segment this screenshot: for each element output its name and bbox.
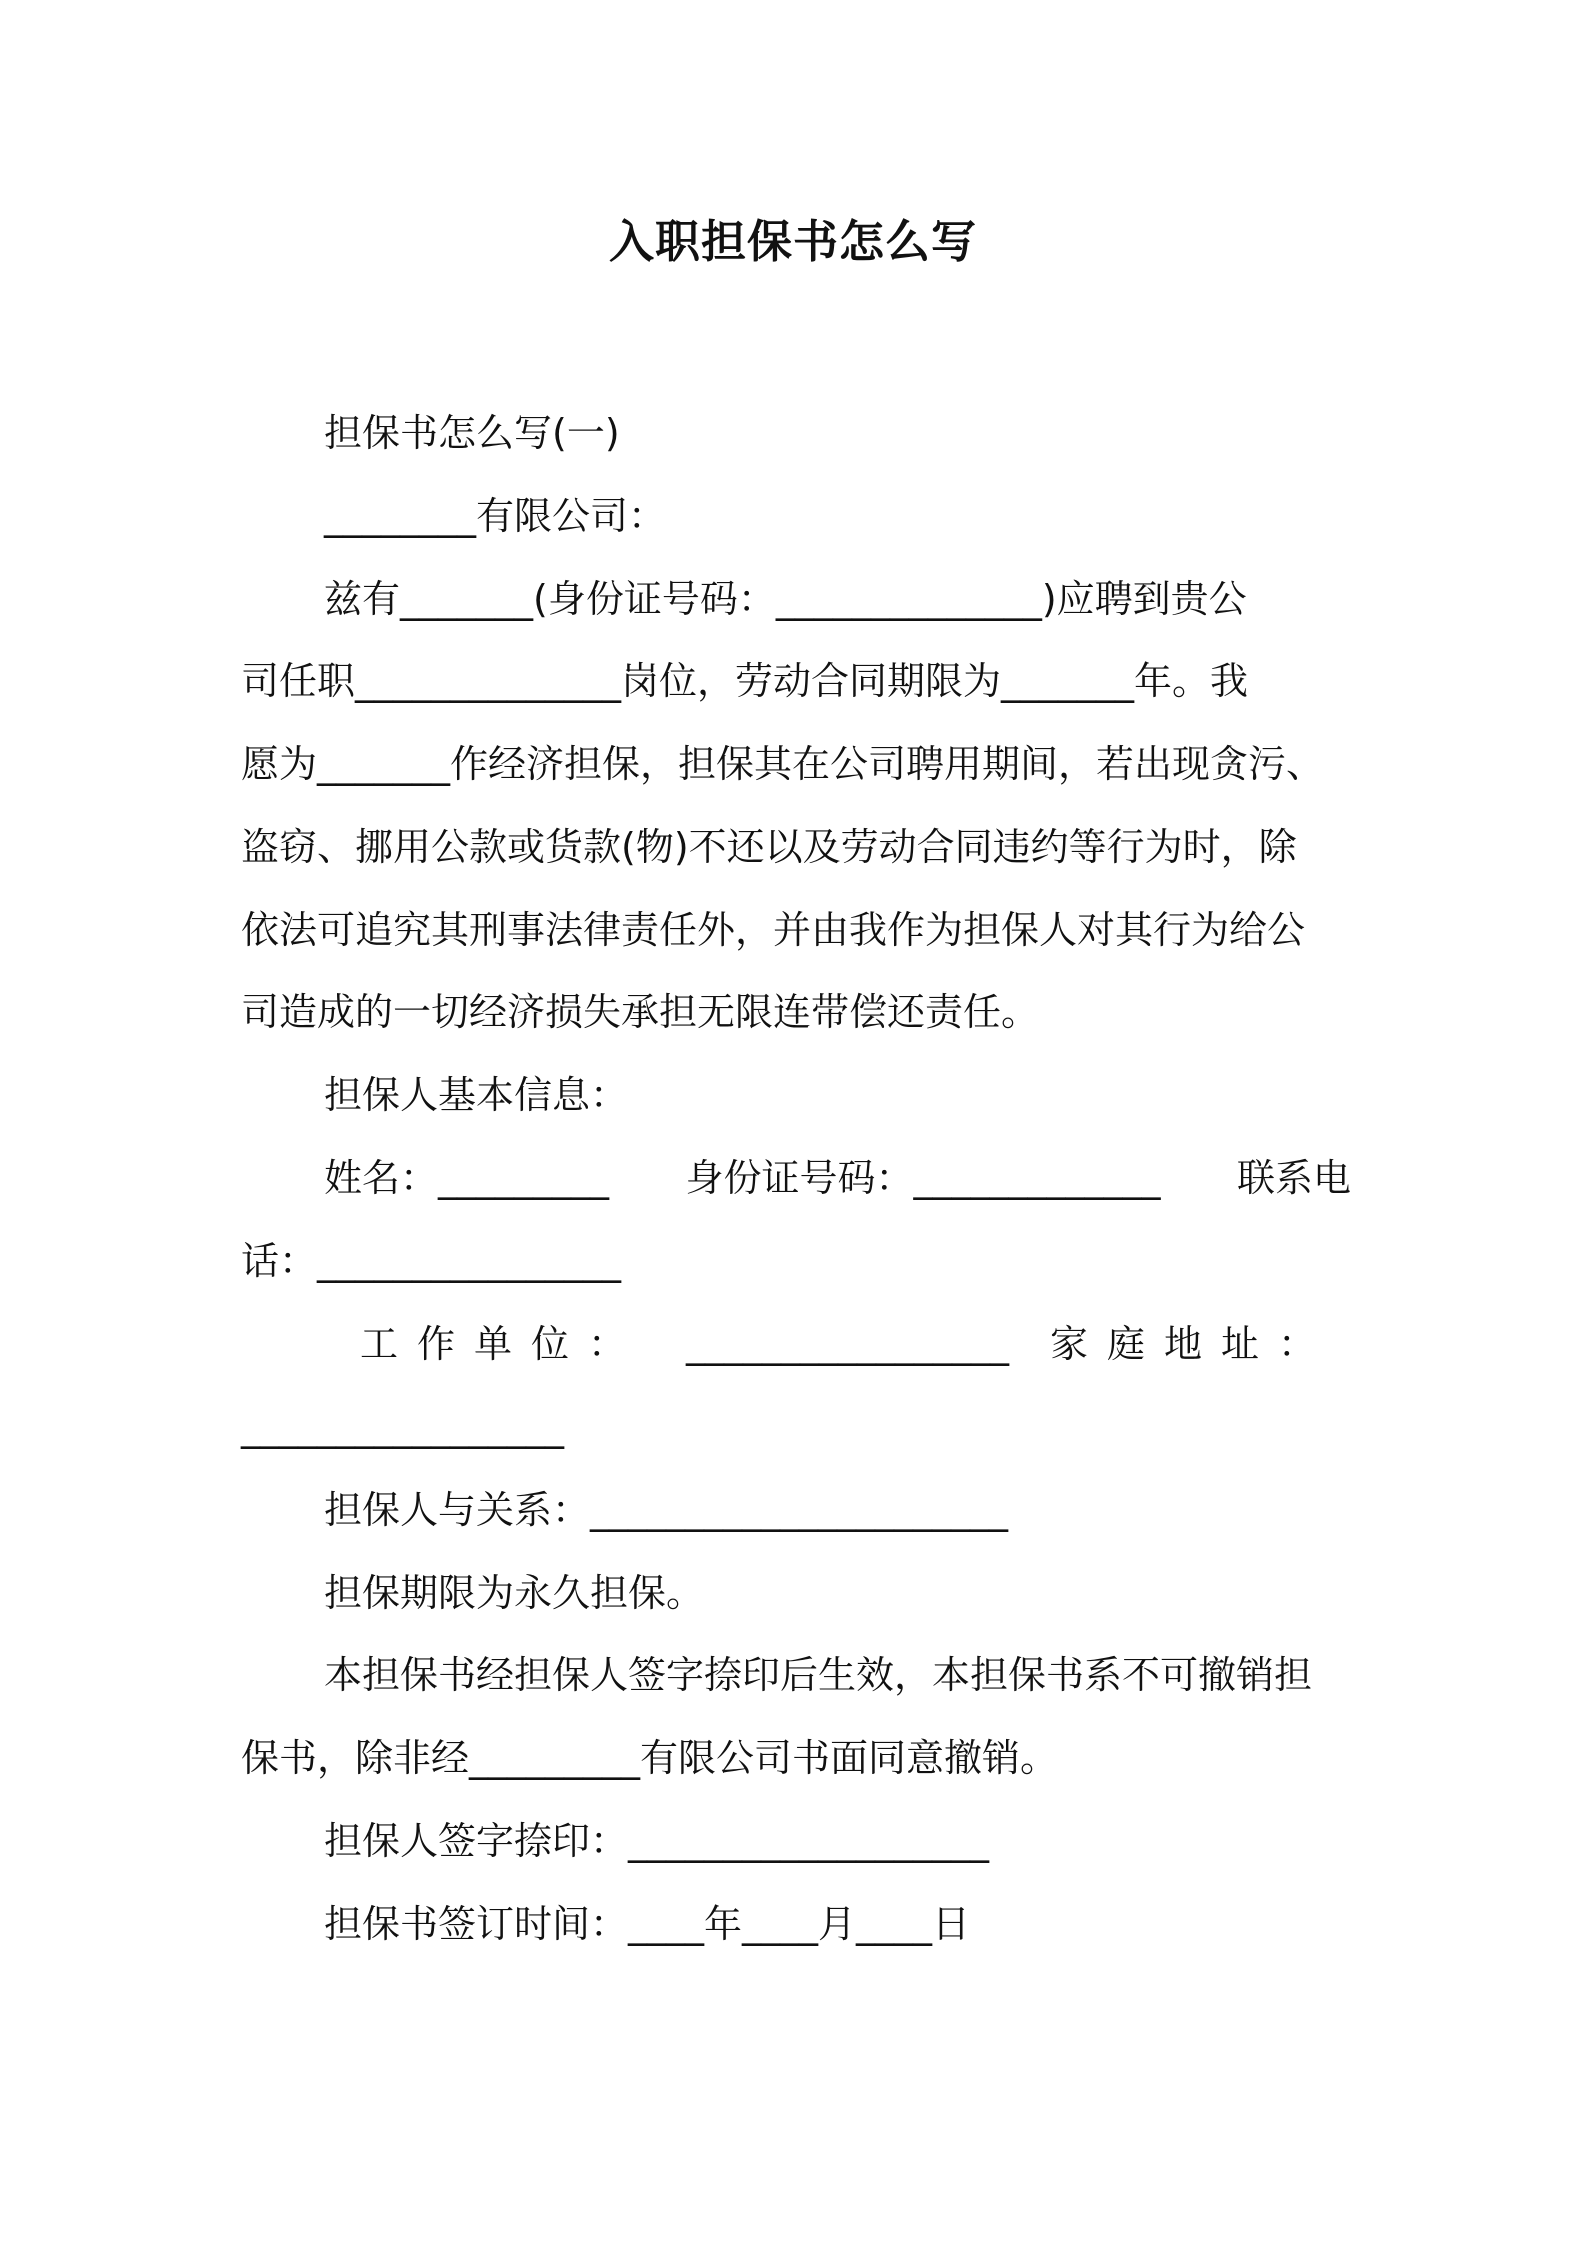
body-line-4: 盗窃、挪用公款或货款(物)不还以及劳动合同违约等行为时，除 (241, 825, 1297, 869)
section-heading: 担保书怎么写(一) (324, 411, 620, 455)
phone-label: 联系电 (1236, 1156, 1351, 1200)
guarantor-name-line (324, 1151, 1351, 1205)
addressee-line: ________有限公司： (324, 494, 667, 538)
home-address-blank: _________________ (241, 1405, 564, 1449)
body-line-5: 依法可追究其刑事法律责任外，并由我作为担保人对其行为给公 (241, 908, 1306, 952)
name-field: 姓名：_________ (324, 1156, 610, 1200)
work-unit-label: 工作单位： (360, 1322, 646, 1366)
body-line-1: 兹有_______(身份证号码：______________)应聘到贵公 (324, 577, 1247, 621)
effect-line-2: 保书，除非经_________有限公司书面同意撤销。 (241, 1736, 1059, 1780)
signature-line: 担保人签字捺印：___________________ (324, 1819, 990, 1863)
body-line-6: 司造成的一切经济损失承担无限连带偿还责任。 (241, 990, 1040, 1034)
body-line-2: 司任职______________岗位，劳动合同期限为_______年。我 (241, 659, 1249, 703)
body-line-3: 愿为_______作经济担保，担保其在公司聘用期间，若出现贪污、 (241, 742, 1325, 786)
document-title: 入职担保书怎么写 (608, 215, 977, 268)
guarantor-info-heading: 担保人基本信息： (324, 1073, 629, 1117)
effect-line-1: 本担保书经担保人签字捺印后生效，本担保书系不可撤销担 (324, 1653, 1313, 1697)
phone-line: 话：________________ (241, 1239, 622, 1283)
home-address-label: 家庭地址： (1049, 1322, 1335, 1366)
work-address-line (360, 1317, 1335, 1371)
signing-date-line: 担保书签订时间：____年____月____日 (324, 1902, 971, 1946)
id-number-field: 身份证号码：_____________ (685, 1156, 1161, 1200)
work-unit-blank: _________________ (686, 1322, 1009, 1366)
term-line: 担保期限为永久担保。 (324, 1571, 705, 1615)
relation-line: 担保人与关系：______________________ (324, 1488, 1009, 1532)
